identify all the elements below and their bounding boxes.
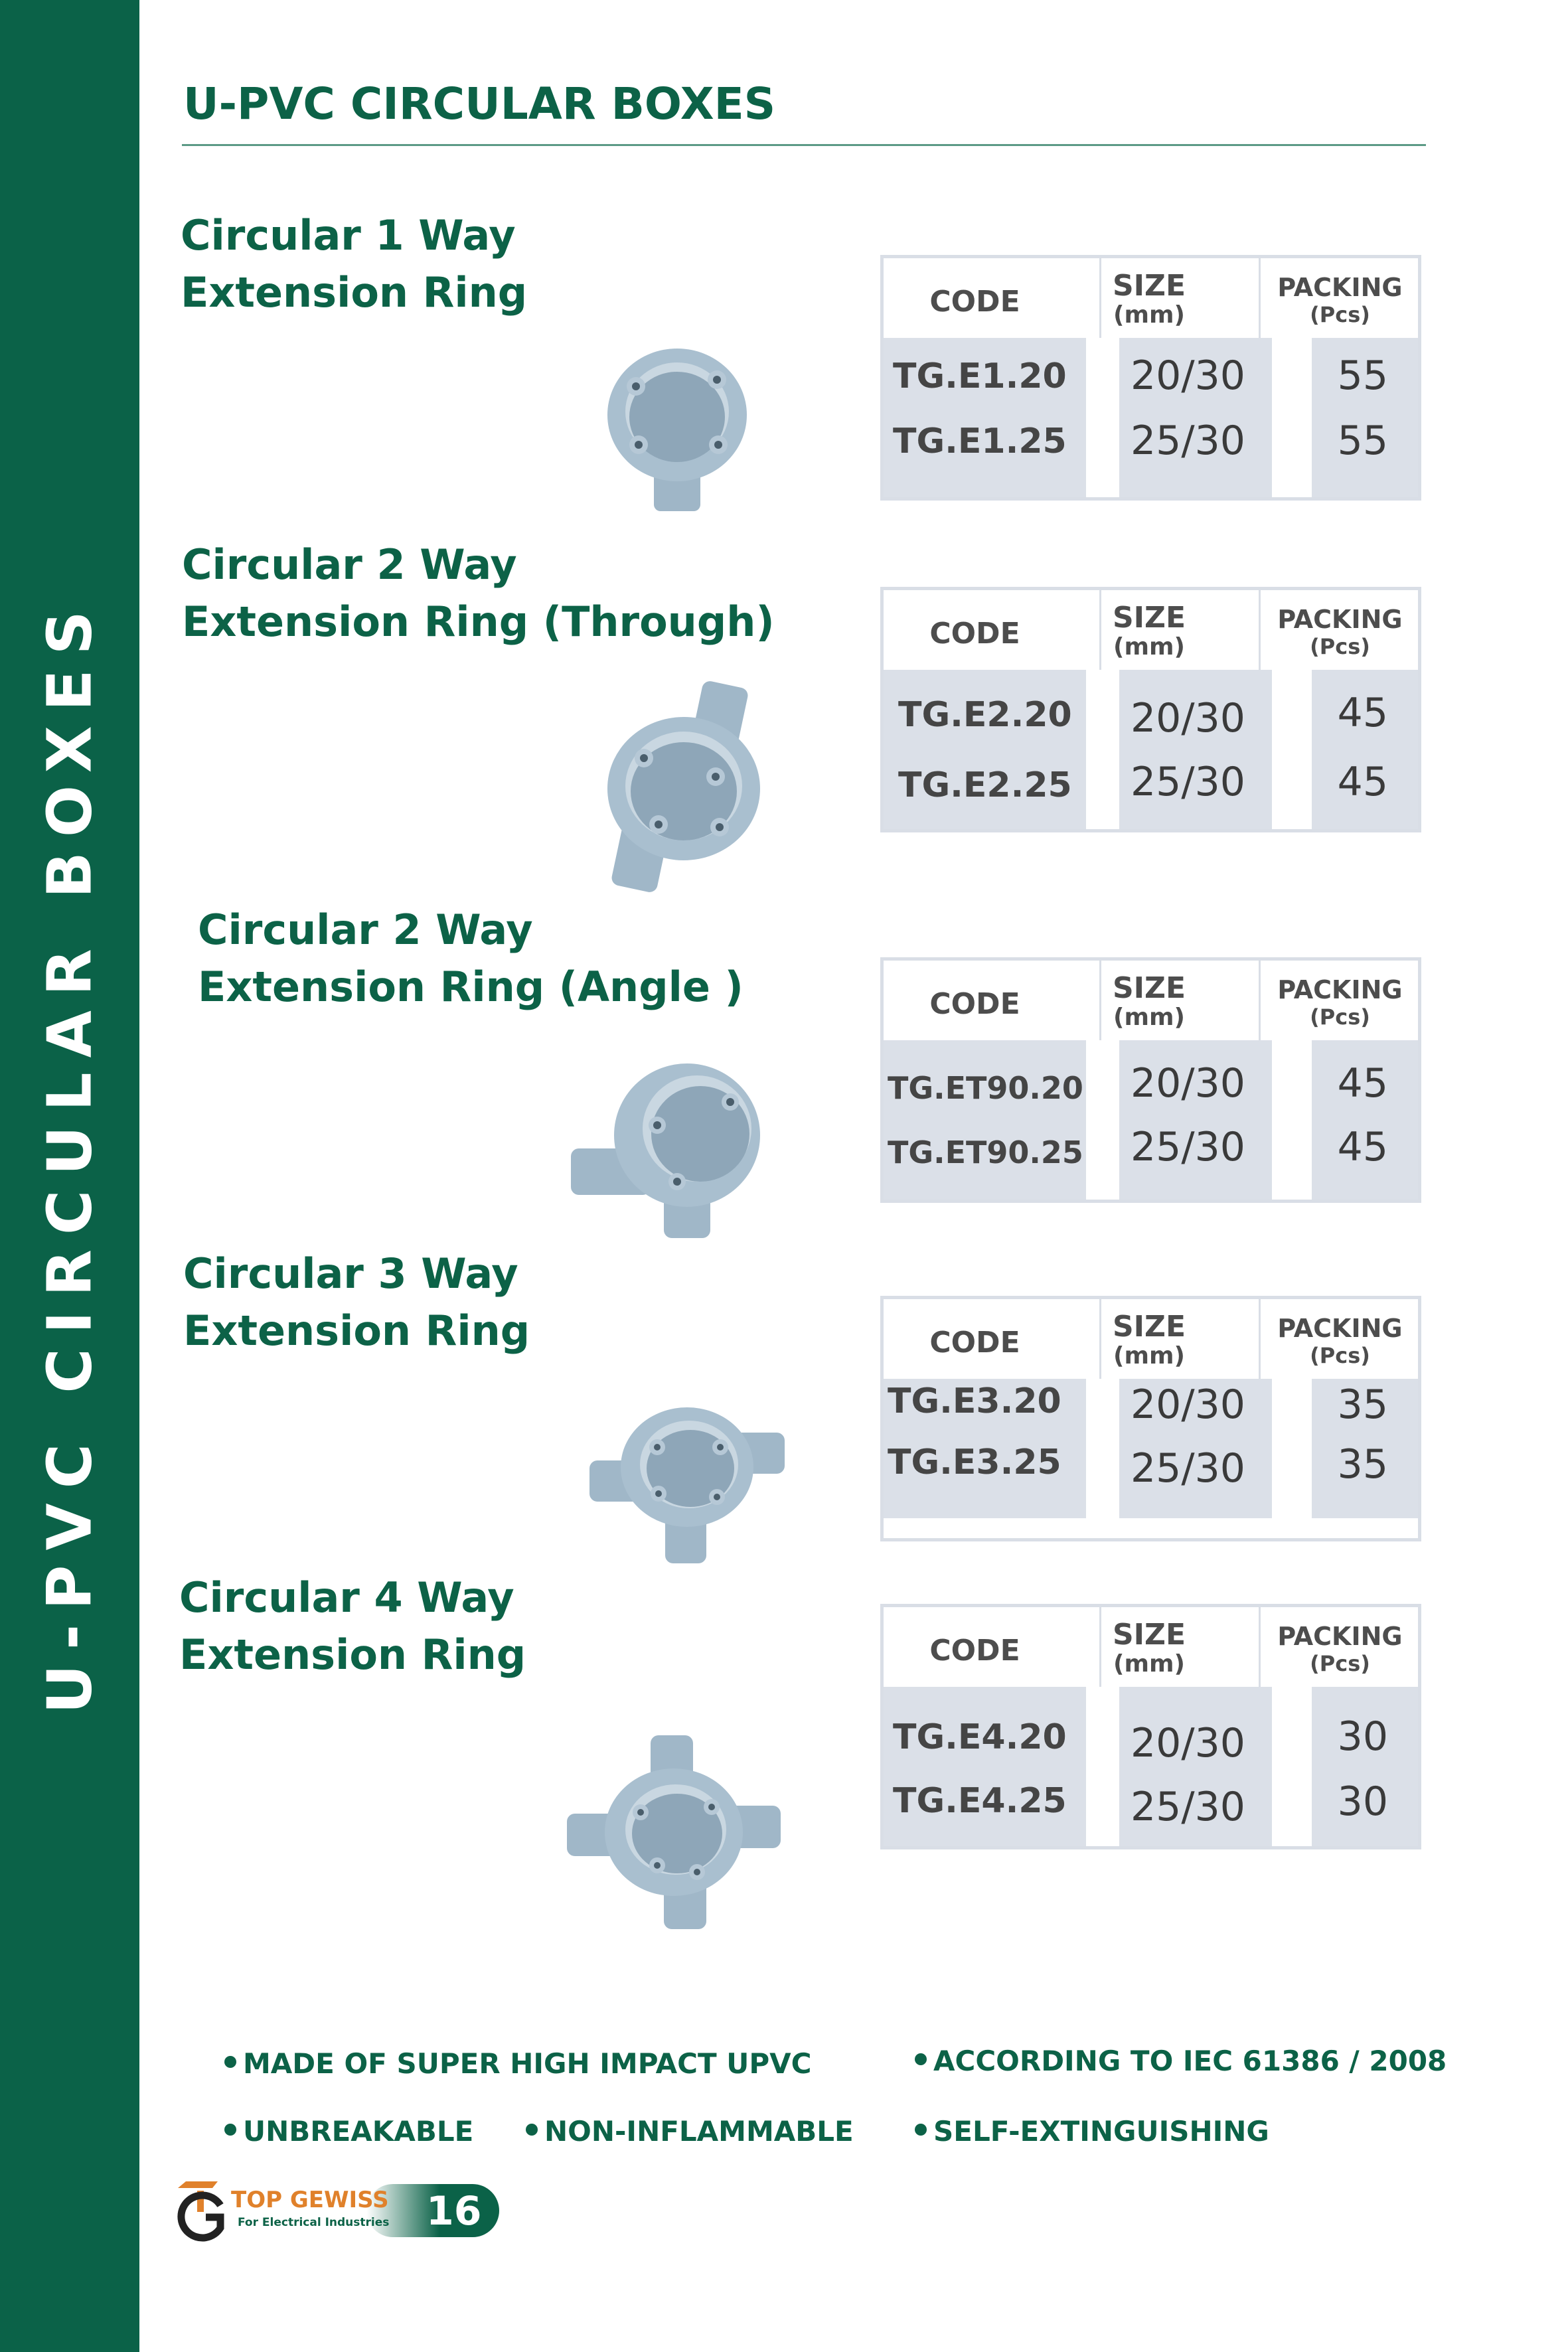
product-title-line2: Extension Ring	[183, 1306, 530, 1355]
code-header: CODE	[929, 1326, 1020, 1360]
code-cell: TG.E1.20	[893, 356, 1067, 396]
column-divider	[1099, 961, 1101, 1040]
packing-unit: (Pcs)	[1310, 302, 1370, 327]
size-unit: (mm)	[1113, 633, 1185, 661]
code-header: CODE	[929, 987, 1020, 1021]
packing-header	[1262, 273, 1418, 327]
product-title	[181, 207, 527, 321]
feature-item	[526, 2115, 854, 2148]
product-photo-4-way	[564, 1733, 783, 1932]
size-cell: 20/30	[1131, 1381, 1245, 1428]
code-cell: TG.E3.20	[888, 1381, 1061, 1421]
feature-text: ACCORDING TO IEC 61386 / 2008	[933, 2045, 1447, 2077]
packing-unit: (Pcs)	[1310, 1651, 1370, 1676]
size-cell: 20/30	[1131, 695, 1245, 742]
code-cell: TG.E1.25	[893, 422, 1067, 461]
size-header-label: SIZE	[1112, 971, 1186, 1005]
footer-logo	[174, 2179, 506, 2245]
brand-tagline: For Electrical Industries	[238, 2216, 390, 2229]
packing-cell: 45	[1337, 1124, 1388, 1170]
spec-table	[880, 1296, 1421, 1541]
code-cell: TG.E4.25	[893, 1781, 1067, 1821]
packing-header-label: PACKING	[1277, 273, 1403, 302]
packing-header-label: PACKING	[1277, 1622, 1403, 1651]
feature-text: MADE OF SUPER HIGH IMPACT UPVC	[243, 2047, 812, 2080]
product-title-line1: Circular 2 Way	[182, 540, 517, 589]
code-cell: TG.E2.20	[898, 695, 1072, 735]
packing-header	[1262, 1622, 1418, 1676]
code-cell: TG.ET90.20	[888, 1070, 1083, 1106]
packing-cell: 45	[1337, 690, 1388, 736]
code-cell: TG.E3.25	[888, 1443, 1061, 1482]
size-unit: (mm)	[1113, 1004, 1185, 1031]
packing-header-label: PACKING	[1277, 1314, 1403, 1343]
bullet-dot-icon	[915, 2124, 927, 2136]
packing-unit: (Pcs)	[1310, 1343, 1370, 1368]
product-photo-3-way	[584, 1401, 790, 1567]
size-unit: (mm)	[1113, 301, 1185, 329]
product-title-line1: Circular 2 Way	[198, 905, 533, 954]
packing-cell: 35	[1337, 1381, 1388, 1428]
packing-unit: (Pcs)	[1310, 1004, 1370, 1030]
packing-cell: 45	[1337, 759, 1388, 805]
product-title	[183, 1245, 530, 1360]
product-title-line2: Extension Ring	[179, 1630, 526, 1679]
spec-table	[880, 957, 1421, 1203]
product-title	[198, 902, 744, 1016]
product-photo-2-way-through	[597, 677, 770, 896]
packing-cell: 55	[1337, 353, 1388, 399]
size-unit: (mm)	[1113, 1650, 1185, 1678]
column-divider	[1259, 258, 1261, 338]
spec-table	[880, 255, 1421, 501]
feature-item	[915, 2045, 1447, 2077]
product-title-line1: Circular 4 Way	[179, 1573, 514, 1622]
product-title-line1: Circular 3 Way	[183, 1249, 518, 1298]
size-cell: 25/30	[1131, 418, 1245, 464]
feature-text: UNBREAKABLE	[243, 2115, 474, 2148]
spec-table	[880, 587, 1421, 832]
packing-header	[1262, 1314, 1418, 1368]
size-cell: 25/30	[1131, 1784, 1245, 1830]
code-cell: TG.E2.25	[898, 765, 1072, 805]
size-header-label: SIZE	[1112, 1310, 1186, 1344]
feature-item	[224, 2047, 811, 2080]
size-header-label: SIZE	[1112, 269, 1186, 303]
spec-table-header	[884, 1607, 1418, 1687]
size-cell: 20/30	[1131, 1060, 1245, 1107]
size-cell: 25/30	[1131, 1124, 1245, 1170]
packing-cell: 55	[1337, 418, 1388, 464]
size-cell: 20/30	[1131, 1720, 1245, 1766]
size-unit: (mm)	[1113, 1342, 1185, 1370]
column-divider	[1259, 1299, 1261, 1379]
packing-header-label: PACKING	[1277, 605, 1403, 634]
column-divider	[1099, 258, 1101, 338]
spec-table-header	[884, 1299, 1418, 1379]
column-divider	[1099, 1607, 1101, 1687]
product-title-line2: Extension Ring (Through)	[182, 597, 775, 646]
feature-item	[915, 2115, 1269, 2148]
code-header: CODE	[929, 1634, 1020, 1668]
size-header-label: SIZE	[1112, 1618, 1186, 1652]
product-title-line1: Circular 1 Way	[181, 211, 516, 260]
size-header-label: SIZE	[1112, 601, 1186, 635]
product-title	[179, 1569, 526, 1684]
feature-text: SELF-EXTINGUISHING	[933, 2115, 1269, 2148]
feature-item	[224, 2115, 473, 2148]
packing-cell: 45	[1337, 1060, 1388, 1107]
packing-cell: 30	[1337, 1713, 1388, 1760]
code-header: CODE	[929, 285, 1020, 319]
column-divider	[1259, 961, 1261, 1040]
product-photo-2-way-angle	[564, 1056, 763, 1241]
column-divider	[1099, 1299, 1101, 1379]
column-divider	[1099, 590, 1101, 670]
code-cell: TG.E4.20	[893, 1717, 1067, 1757]
page-title: U-PVC CIRCULAR BOXES	[183, 78, 776, 129]
packing-header	[1262, 975, 1418, 1030]
brand-name: TOP GEWISS	[231, 2187, 389, 2213]
product-title-line2: Extension Ring (Angle )	[198, 963, 744, 1011]
bullet-dot-icon	[526, 2124, 538, 2136]
bullet-dot-icon	[224, 2124, 236, 2136]
packing-unit: (Pcs)	[1310, 634, 1370, 659]
size-cell: 25/30	[1131, 1445, 1245, 1492]
column-divider	[1259, 1607, 1261, 1687]
size-header	[1103, 270, 1196, 329]
spec-table-header	[884, 258, 1418, 338]
page-number: 16	[426, 2188, 482, 2234]
size-header	[1103, 602, 1196, 661]
product-title-line2: Extension Ring	[181, 268, 528, 317]
top-gewiss-logo-icon	[174, 2179, 234, 2245]
packing-header-label: PACKING	[1277, 975, 1403, 1004]
sidebar-band	[0, 0, 139, 2352]
size-cell: 20/30	[1131, 353, 1245, 399]
sidebar-label: U-PVC CIRCULAR BOXES	[34, 596, 106, 1714]
packing-header	[1262, 605, 1418, 659]
bullet-dot-icon	[915, 2053, 927, 2065]
product-photo-1-way	[597, 339, 757, 518]
size-header	[1103, 973, 1196, 1031]
column-divider	[1259, 590, 1261, 670]
size-cell: 25/30	[1131, 759, 1245, 805]
bullet-dot-icon	[224, 2056, 236, 2068]
code-cell: TG.ET90.25	[888, 1135, 1083, 1170]
title-divider	[182, 144, 1426, 146]
code-header: CODE	[929, 617, 1020, 651]
spec-table-header	[884, 961, 1418, 1040]
feature-text: NON-INFLAMMABLE	[544, 2115, 854, 2148]
packing-cell: 30	[1337, 1778, 1388, 1825]
size-header	[1103, 1311, 1196, 1370]
product-title	[182, 536, 775, 651]
packing-cell: 35	[1337, 1441, 1388, 1488]
spec-table	[880, 1604, 1421, 1849]
spec-table-header	[884, 590, 1418, 670]
size-header	[1103, 1619, 1196, 1678]
